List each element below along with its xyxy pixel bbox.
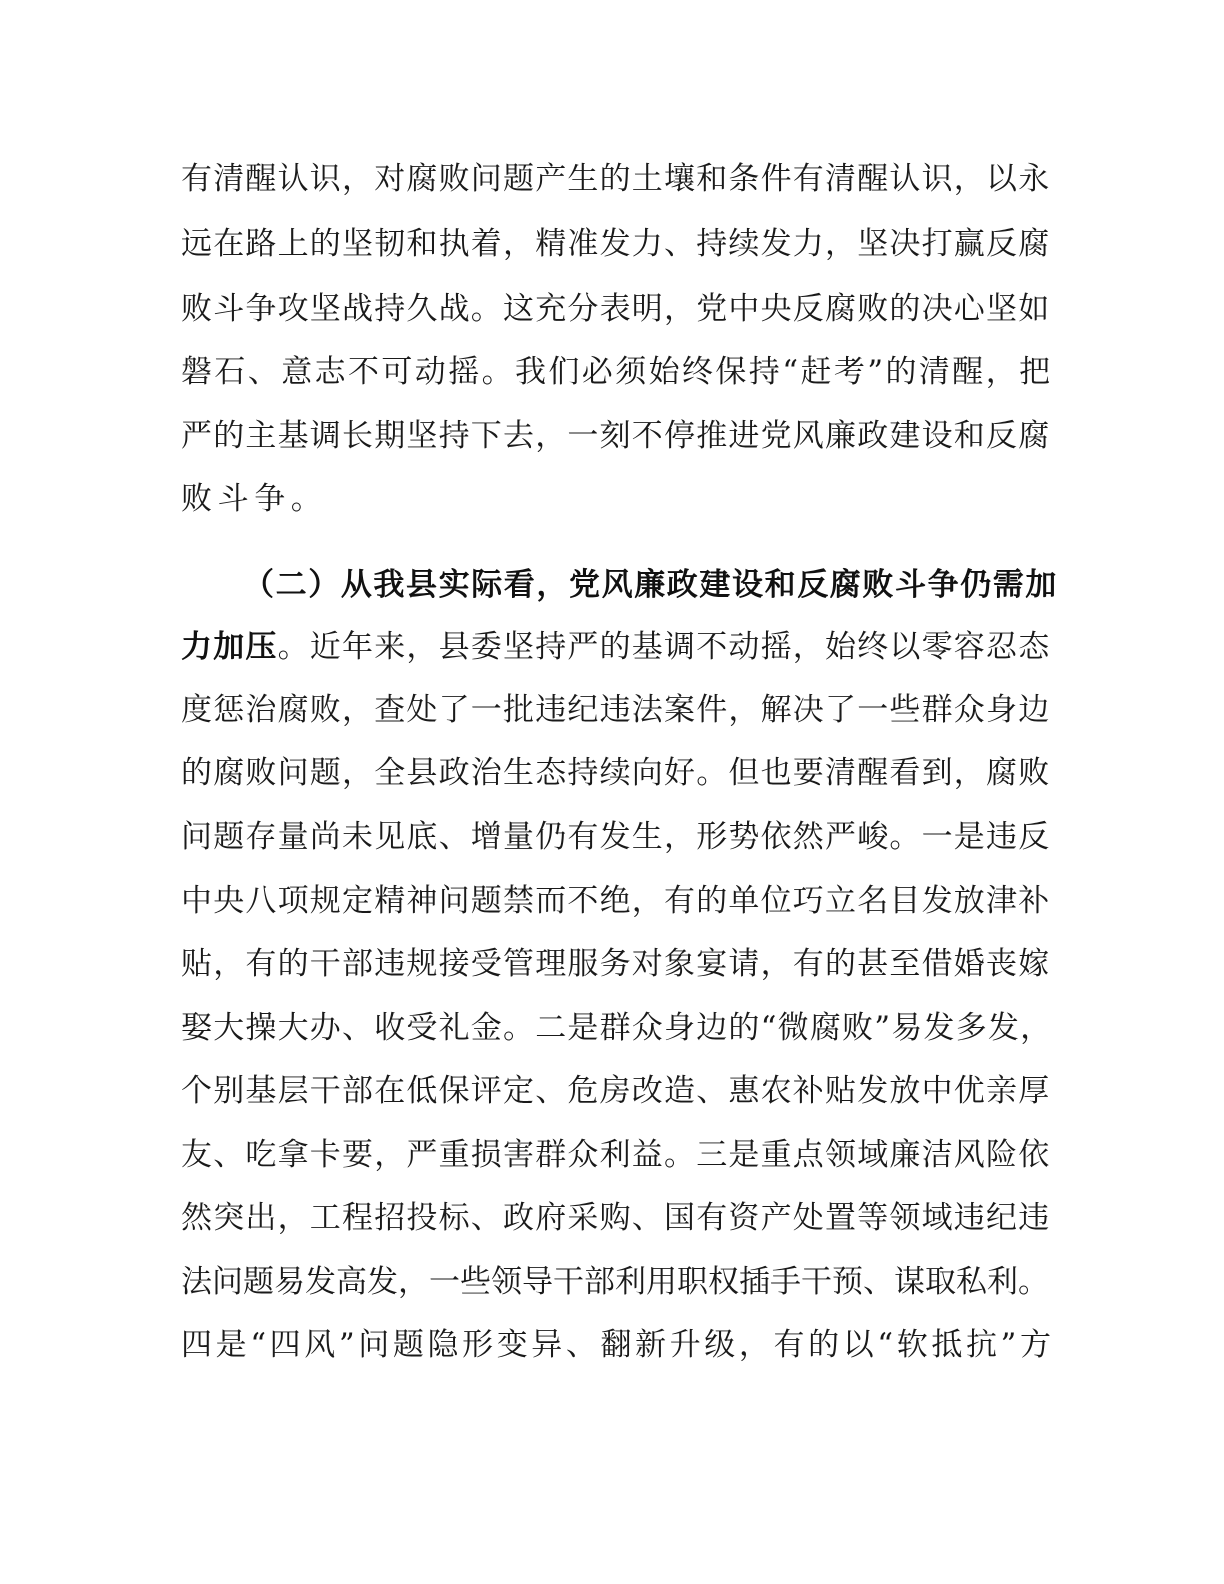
paragraph-line: 友、吃拿卡要，严重损害群众利益。三是重点领域廉洁风险依 (181, 1137, 1051, 1173)
paragraph-line: 中央八项规定精神问题禁而不绝，有的单位巧立名目发放津补 (181, 883, 1051, 919)
paragraph-line: 娶大操大办、收受礼金。二是群众身边的“微腐败”易发多发， (181, 1010, 1053, 1046)
paragraph-line: 贴，有的干部违规接受管理服务对象宴请，有的甚至借婚丧嫁 (181, 946, 1051, 982)
paragraph-text: 。近年来，县委坚持严的基调不动摇，始终以零容忍态 (277, 629, 1051, 665)
paragraph-line: 远在路上的坚韧和执着，精准发力、持续发力，坚决打赢反腐 (181, 226, 1051, 262)
paragraph-line: 然突出，工程招投标、政府采购、国有资产处置等领域违纪违 (181, 1200, 1051, 1236)
paragraph-line: 败斗争攻坚战持久战。这充分表明，党中央反腐败的决心坚如 (181, 291, 1051, 327)
paragraph-line: 法问题易发高发，一些领导干部利用职权插手干预、谋取私利。 (181, 1264, 1049, 1300)
paragraph-line: 严的主基调长期坚持下去，一刻不停推进党风廉政建设和反腐 (181, 418, 1051, 454)
paragraph-line: 问题存量尚未见底、增量仍有发生，形势依然严峻。一是违反 (181, 819, 1051, 855)
paragraph-line: 有清醒认识，对腐败问题产生的土壤和条件有清醒认识，以永 (181, 161, 1051, 197)
paragraph-line: 四是“四风”问题隐形变异、翻新升级，有的以“软抵抗”方 (181, 1327, 1055, 1363)
paragraph-line: 的腐败问题，全县政治生态持续向好。但也要清醒看到，腐败 (181, 755, 1051, 791)
paragraph-line: 个别基层干部在低保评定、危房改造、惠农补贴发放中优亲厚 (181, 1073, 1051, 1109)
paragraph-line: 度惩治腐败，查处了一批违纪违法案件，解决了一些群众身边 (181, 692, 1051, 728)
section-heading-end: 力加压 (181, 629, 278, 665)
paragraph-line: 败斗争。 (181, 481, 328, 517)
section-heading-continuation (181, 627, 1050, 667)
section-heading: （二）从我县实际看，党风廉政建设和反腐败斗争仍需加 (243, 567, 1058, 603)
paragraph-line: 磐石、意志不可动摇。我们必须始终保持“赶考”的清醒，把 (181, 354, 1053, 390)
